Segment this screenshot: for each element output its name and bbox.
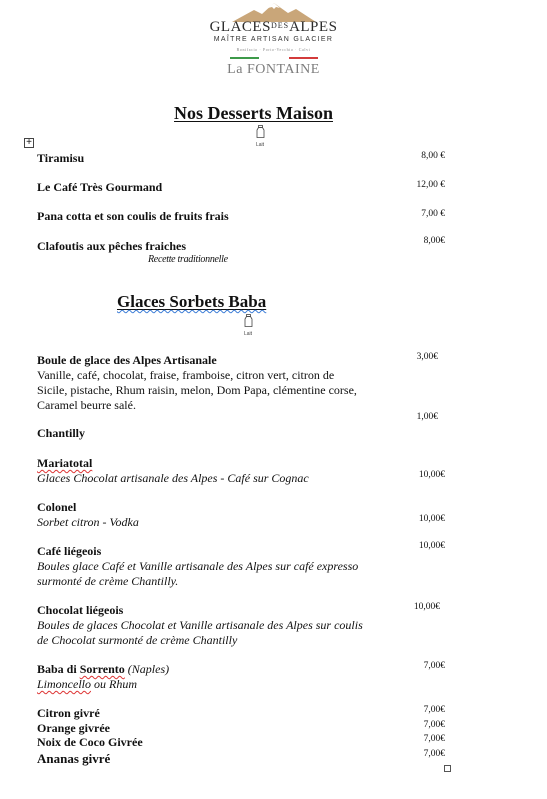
item-description: Sorbet citron - Vodka [37, 515, 139, 529]
menu-item [37, 180, 367, 195]
item-price: 7,00 € [421, 209, 445, 219]
item-price: 8,00 € [421, 151, 445, 161]
menu-item [37, 239, 367, 254]
end-of-table-marker-icon [444, 765, 451, 772]
venue-name: La FONTAINE [227, 62, 320, 77]
item-price: 10,00€ [418, 470, 445, 480]
item-price: 10,00€ [418, 541, 445, 551]
menu-item [37, 751, 367, 766]
menu-item [37, 706, 367, 721]
menu-item [37, 353, 367, 413]
item-description: Boules glace Café et Vanille artisanale des Alpes sur café expresso surmonté de crème Chantilly. [37, 559, 359, 588]
item-name: Pana cotta et son coulis de fruits frais [37, 209, 229, 223]
item-description: Glaces Chocolat artisanale des Alpes - Café sur Cognac [37, 471, 309, 485]
item-price: 3,00€ [416, 352, 438, 362]
item-name: Chocolat liégeois [37, 603, 124, 617]
table-move-handle-icon[interactable]: + [24, 138, 34, 148]
item-name: Boule de glace des Alpes Artisanale [37, 353, 217, 367]
section-title-desserts: Nos Desserts Maison [174, 103, 333, 123]
item-price: 12,00 € [416, 180, 445, 190]
menu-item [37, 426, 367, 441]
menu-item [37, 544, 367, 589]
item-name: Mariatotal [37, 456, 93, 470]
item-name: Colonel [37, 500, 77, 514]
italian-flag-stripe [230, 57, 318, 59]
item-description: Vanille, café, chocolat, fraise, framboise, citron vert, citron de Sicile, pistache, Rhum raisin, melon, Dom Papa, clémentine corse, Caramel beurre salé. [37, 368, 357, 412]
item-description: Limoncello ou Rhum [37, 677, 137, 691]
item-name: Clafoutis aux pêches fraiches [37, 239, 186, 253]
item-price: 1,00€ [416, 412, 438, 422]
brand-tagline: MAÎTRE ARTISAN GLACIER [213, 36, 334, 43]
brand-name: $GLACES^{DES}ALPES$ [209, 19, 338, 35]
menu-item [37, 456, 367, 486]
milk-allergen-badge: Lait [238, 314, 258, 337]
menu-item [37, 721, 367, 736]
menu-item [37, 151, 367, 166]
milk-bottle-icon [256, 125, 265, 138]
item-description: Boules de glaces Chocolat et Vanille artisanale des Alpes sur coulis de Chocolat surmonté de crème Chantilly [37, 618, 363, 647]
menu-item [37, 500, 367, 530]
milk-allergen-badge: Lait [250, 125, 270, 148]
section-title-glaces: Glaces Sorbets Baba [117, 292, 267, 311]
item-name: Chantilly [37, 426, 86, 440]
item-price: 10,00€ [413, 602, 440, 612]
item-price: 10,00€ [418, 514, 445, 524]
item-name: Tiramisu [37, 151, 85, 165]
milk-bottle-icon [244, 314, 253, 327]
menu-item [37, 662, 367, 692]
brand-cities: Bonifacio · Porto-Vecchio · Calvi [236, 47, 311, 52]
item-price: 7,00€ [423, 749, 445, 759]
item-price: 7,00€ [423, 734, 445, 744]
item-name: Citron givré [37, 706, 100, 720]
menu-item [37, 603, 367, 648]
item-price: 7,00€ [423, 720, 445, 730]
item-price: 8,00€ [423, 236, 445, 246]
item-name: Noix de Coco Givrée [37, 735, 143, 749]
menu-item [37, 209, 367, 224]
item-name: Orange givrée [37, 721, 110, 735]
item-name: Le Café Très Gourmand [37, 180, 163, 194]
item-price: 7,00€ [423, 661, 445, 671]
item-name: Café liégeois [37, 544, 102, 558]
item-price: 7,00€ [423, 705, 445, 715]
menu-item [37, 735, 367, 750]
item-name: Baba di Sorrento (Naples) [37, 662, 170, 676]
item-name: Ananas givré [37, 751, 111, 766]
item-note: Recette traditionnelle [148, 254, 228, 265]
